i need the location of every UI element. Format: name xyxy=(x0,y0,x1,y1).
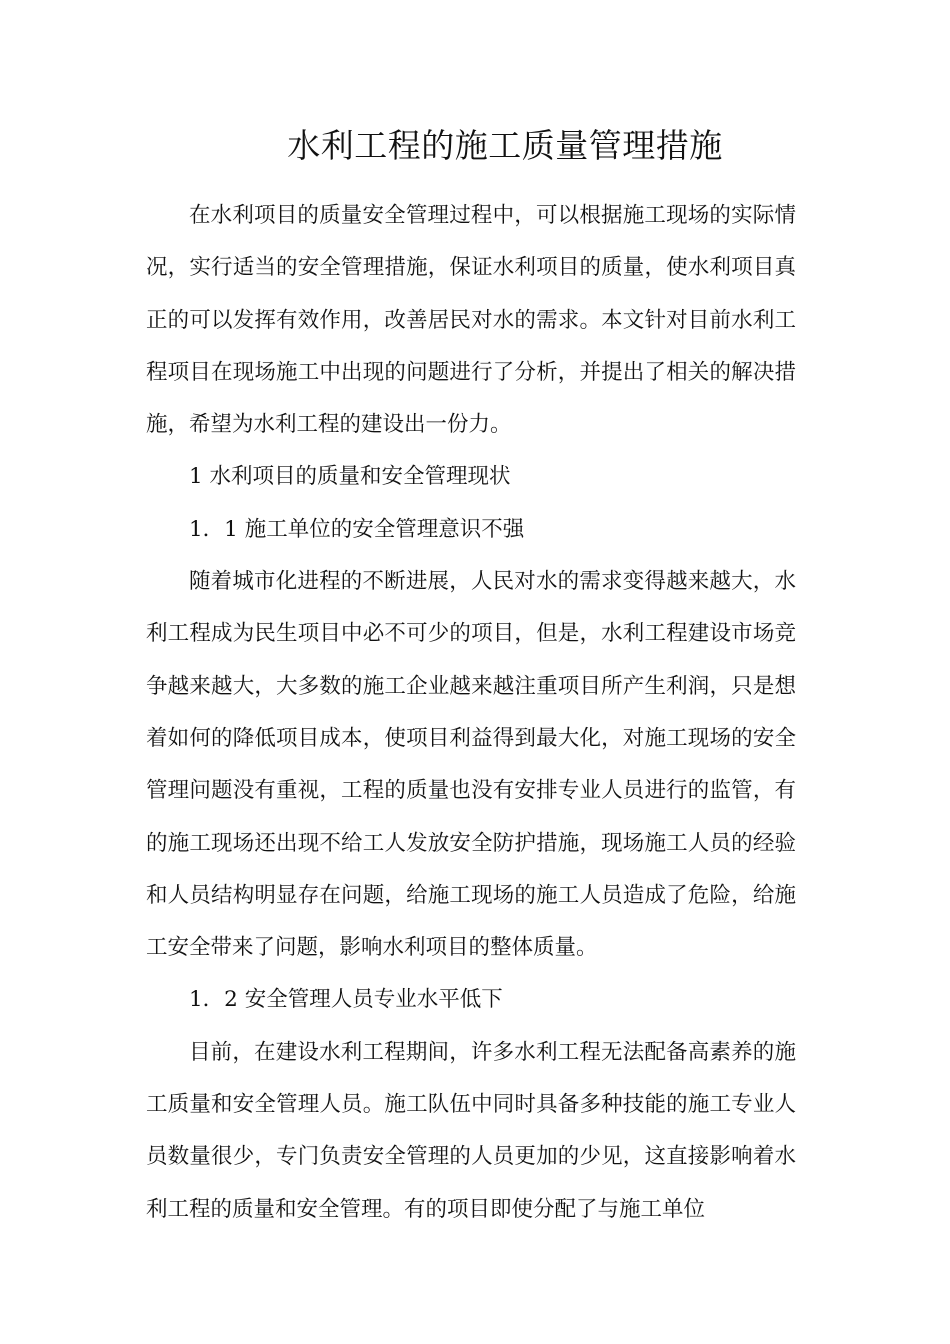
subsection-heading-1-1: 1．1 施工单位的安全管理意识不强 xyxy=(189,516,525,542)
paragraph-intro: 在水利项目的质量安全管理过程中，可以根据施工现场的实际情况，实行适当的安全管理措施，保证水利项目的质量，使水利项目真正的可以发挥有效作用，改善居民对水的需求。本文针对目前水利工程项目在现场施工中出现的问题进行了分析，并提出了相关的解决措施，希望为水利工程的建设出一份力。 xyxy=(146,203,796,438)
section-heading-1: 1 水利项目的质量和安全管理现状 xyxy=(189,464,511,490)
document-title: 水利工程的施工质量管理措施 xyxy=(287,126,723,165)
paragraph-1-2: 目前，在建设水利工程期间，许多水利工程无法配备高素养的施工质量和安全管理人员。施工队伍中同时具备多种技能的施工专业人员数量很少，专门负责安全管理的人员更加的少见，这直接影响着水利工程的质量和安全管理。有的项目即使分配了与施工单位 xyxy=(146,1039,796,1222)
document-body xyxy=(146,190,796,1236)
paragraph-1-1: 随着城市化进程的不断进展，人民对水的需求变得越来越大，水利工程成为民生项目中必不可少的项目，但是，水利工程建设市场竞争越来越大，大多数的施工企业越来越注重项目所产生利润，只是想着如何的降低项目成本，使项目利益得到最大化，对施工现场的安全管理问题没有重视，工程的质量也没有安排专业人员进行的监管，有的施工现场还出现不给工人发放安全防护措施，现场施工人员的经验和人员结构明显存在问题，给施工现场的施工人员造成了危险，给施工安全带来了问题，影响水利项目的整体质量。 xyxy=(146,569,796,961)
subsection-heading-1-2: 1．2 安全管理人员专业水平低下 xyxy=(189,987,503,1013)
